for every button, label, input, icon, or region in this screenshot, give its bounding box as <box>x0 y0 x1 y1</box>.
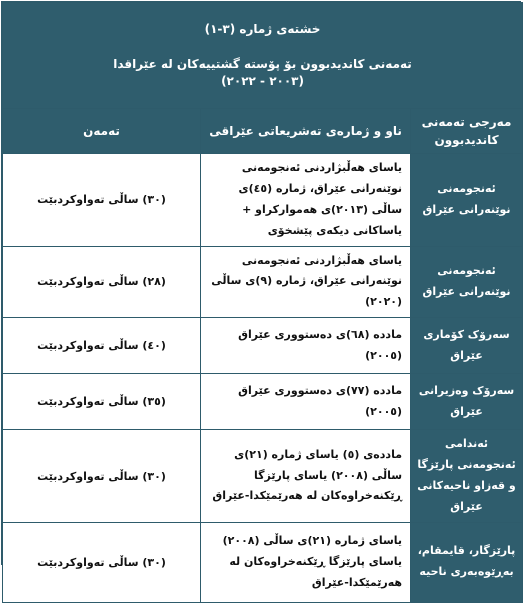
header-law: ناو و ژمارەی تەشریعاتی عێراقی <box>201 109 411 154</box>
row-position: سەرۆک کۆماری عێراق <box>411 318 523 374</box>
title-row <box>3 3 523 109</box>
table-row <box>3 522 523 602</box>
header-row <box>3 109 523 154</box>
table-row <box>3 430 523 523</box>
row-law: یاسای هەڵبژاردنی ئەنجومەنی نوێنەرانی عێراق، ژمارە (٩)ی ساڵی (٢٠٢٠) <box>201 246 411 318</box>
row-law: ماددە (٦٨)ی دەستووری عێراق (٢٠٠٥) <box>201 318 411 374</box>
row-law: یاسای ژمارە (٢١)ی ساڵی (٢٠٠٨) یاسای پارێزگا ڕێکنەخراوەکان لە هەرێمێکدا-عێراق <box>201 522 411 602</box>
row-age: (٣٠) ساڵی تەواوکردبێت <box>3 430 201 523</box>
table-row <box>3 154 523 247</box>
table-title: خشتەی ژمارە (٣-١) <box>204 21 321 36</box>
candidacy-age-table <box>2 2 523 603</box>
row-law: یاسای هەڵبژاردنی ئەنجومەنی نوێنەرانی عێراق، ژمارە (٤٥)ی ساڵی (٢٠١٣)ی هەموارکراو + یاساکانی دیکەی پێشخۆی <box>201 154 411 247</box>
row-position: پارێزگار، قایمقام، بەڕێوەبەری ناحیە <box>411 522 523 602</box>
table-row <box>3 246 523 318</box>
table-row <box>3 374 523 430</box>
header-position: مەرجی تەمەنی کاندیدبوون <box>411 109 523 154</box>
row-law: ماددە (٧٧)ی دەستووری عێراق (٢٠٠٥) <box>201 374 411 430</box>
header-age: تەمەن <box>3 109 201 154</box>
table-years: (٢٠٠٣ - ٢٠٢٢) <box>221 73 304 88</box>
row-age: (٢٨) ساڵی تەواوکردبێت <box>3 246 201 318</box>
table-title-cell <box>3 3 523 109</box>
row-position: سەرۆک وەزیرانی عێراق <box>411 374 523 430</box>
table-subtitle: تەمەنی کاندیدبوون بۆ پۆستە گشتییەکان لە عێراقدا <box>113 56 412 71</box>
row-age: (٤٠) ساڵی تەواوکردبێت <box>3 318 201 374</box>
row-position: ئەنجومەنی نوێنەرانی عێراق <box>411 246 523 318</box>
row-age: (٣٥) ساڵی تەواوکردبێت <box>3 374 201 430</box>
row-position: ئەندامی ئەنجومەنی پارێزگا و قەزاو ناحیەکانی عێراق <box>411 430 523 523</box>
row-law: ماددەی (٥) یاسای ژمارە (٢١)ی ساڵی (٢٠٠٨) یاسای پارێزگا ڕێکنەخراوەکان لە هەرێمێکدا-عێراق <box>201 430 411 523</box>
table-row <box>3 318 523 374</box>
row-age: (٣٠) ساڵی تەواوکردبێت <box>3 522 201 602</box>
row-position: ئەنجومەنی نوێنەرانی عێراق <box>411 154 523 247</box>
table-frame <box>1 1 521 589</box>
row-age: (٣٠) ساڵی تەواوکردبێت <box>3 154 201 247</box>
